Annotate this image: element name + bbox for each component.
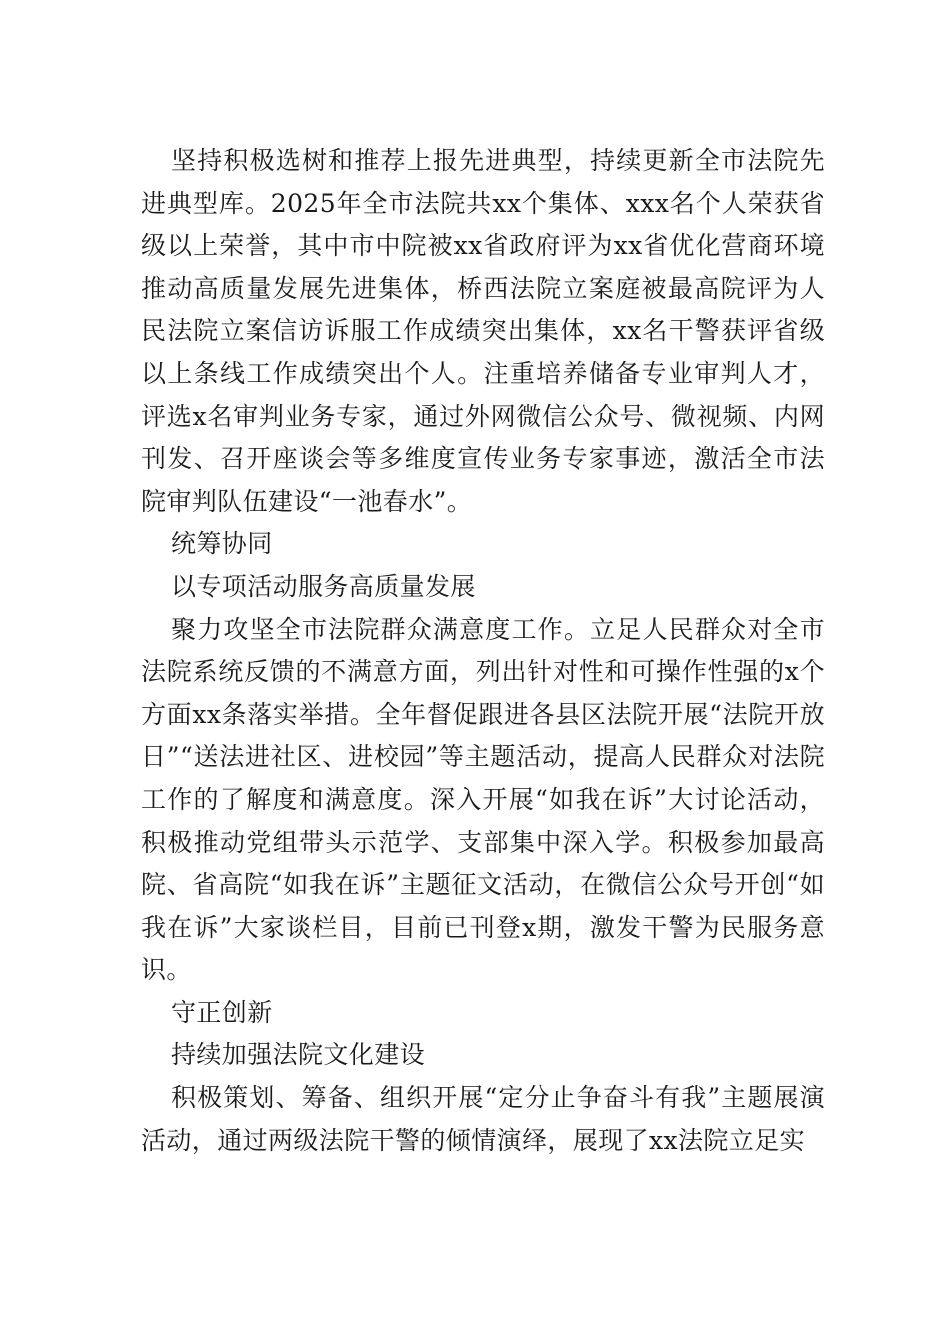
subheading-special-activities: 以专项活动服务高质量发展	[171, 571, 476, 601]
paragraph-advanced-models: 坚持积极选树和推荐上报先进典型，持续更新全市法院先进典型库。2025年全市法院共xx个集体、xxx名个人荣获省级以上荣誉，其中市中院被xx省政府评为xx省优化营商环境推动高质量发展先进集体，桥西法院立案庭被最高院评为人民法院立案信访诉服工作成绩突出集体，xx名干警获评省级以上条线工作成绩突出个人。注重培养储备专业审判人才，评选x名审判业务专家，通过外网微信公众号、微视频、内网刊发、召开座谈会等多维度宣传业务专家事迹，激活全市法院审判队伍建设“一池春水”。	[141, 146, 825, 516]
section-heading-innovation: 守正创新	[171, 997, 273, 1027]
section-heading-coordination: 统筹协同	[171, 529, 273, 559]
paragraph-public-satisfaction: 聚力攻坚全市法院群众满意度工作。立足人民群众对全市法院系统反馈的不满意方面，列出针对性和可操作性强的x个方面xx条落实举措。全年督促跟进各县区法院开展“法院开放日”“送法进社区、进校园”等主题活动，提高人民群众对法院工作的了解度和满意度。深入开展“如我在诉”大讨论活动，积极推动党组带头示范学、支部集中深入学。积极参加最高院、省高院“如我在诉”主题征文活动，在微信公众号开创“如我在诉”大家谈栏目，目前已刊登x期，激发干警为民服务意识。	[141, 614, 825, 985]
document-body	[141, 140, 825, 1162]
subheading-court-culture: 持续加强法院文化建设	[171, 1040, 426, 1070]
paragraph-performance-activity: 积极策划、筹备、组织开展“定分止争奋斗有我”主题展演活动，通过两级法院干警的倾情演绎，展现了xx法院立足实	[141, 1083, 825, 1155]
